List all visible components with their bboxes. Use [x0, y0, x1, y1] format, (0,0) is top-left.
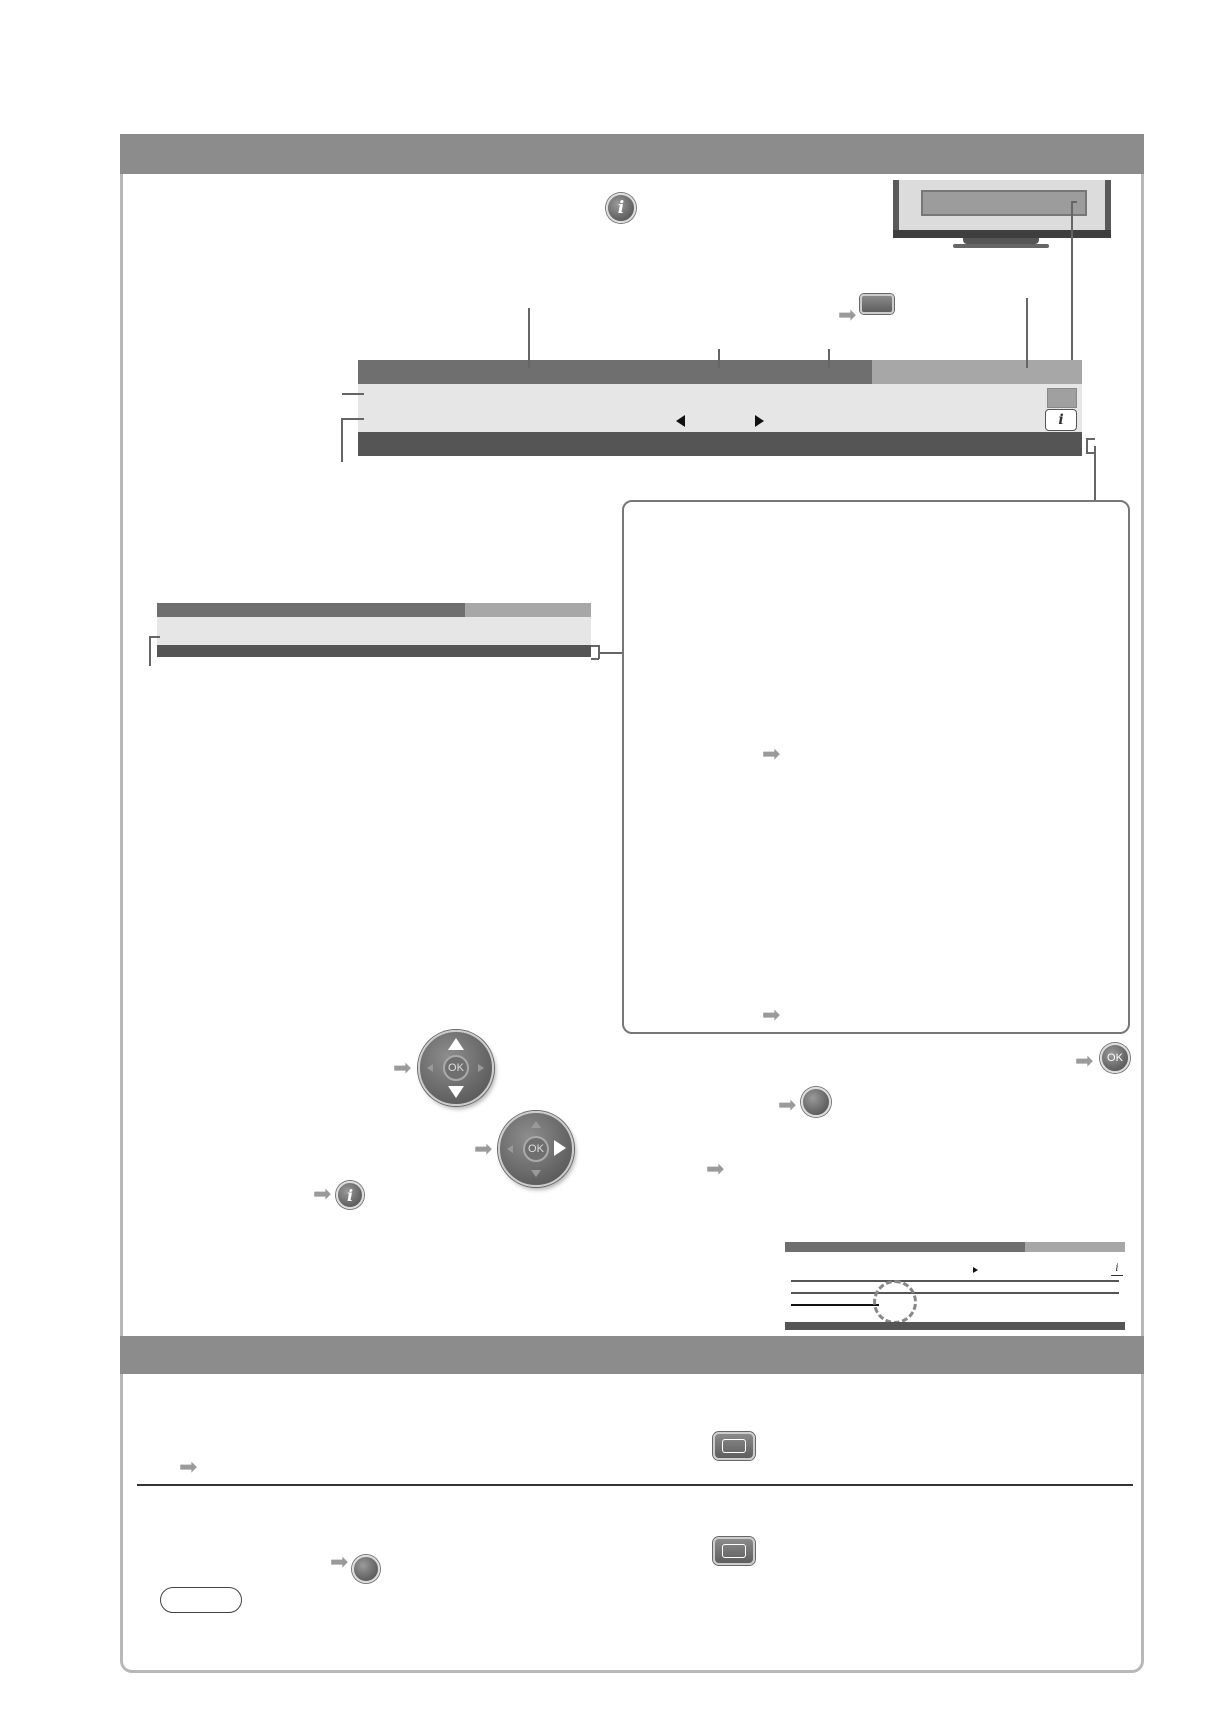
color-button[interactable] — [801, 1087, 831, 1117]
pointer-arrow-icon: ➡ — [330, 1549, 349, 1574]
info-banner-small — [157, 603, 591, 657]
tv-callout-line — [1071, 201, 1073, 361]
dpad-right-icon[interactable] — [498, 1111, 574, 1187]
ok-button[interactable]: OK — [1100, 1043, 1130, 1073]
pointer-arrow-icon: ➡ — [838, 302, 857, 327]
section-header-bottom — [120, 1336, 1144, 1374]
pointer-arrow-icon: ➡ — [179, 1454, 198, 1479]
info-icon[interactable]: i — [336, 1181, 364, 1209]
pointer-arrow-icon: ➡ — [762, 1002, 781, 1027]
pointer-arrow-icon: ➡ — [778, 1092, 797, 1117]
pointer-arrow-icon: ➡ — [393, 1055, 412, 1080]
aspect-key-icon[interactable] — [713, 1432, 755, 1460]
pointer-arrow-icon: ➡ — [313, 1181, 332, 1206]
section-divider — [137, 1484, 1133, 1486]
ok-button[interactable]: OK — [523, 1136, 549, 1162]
subtitle-box — [1047, 388, 1077, 408]
highlight-circle — [873, 1280, 917, 1324]
info-banner-mini: i — [785, 1242, 1125, 1330]
pointer-arrow-icon: ➡ — [762, 741, 781, 766]
tv-illustration — [893, 180, 1111, 260]
color-key-icon — [860, 294, 894, 314]
section-header-top — [120, 134, 1144, 174]
info-banner-progress — [358, 432, 1082, 456]
tv-screen-bar — [921, 190, 1087, 216]
note-label-box — [160, 1587, 242, 1613]
pointer-arrow-icon: ➡ — [1075, 1048, 1094, 1073]
info-banner — [358, 360, 1082, 456]
info-icon: i — [606, 193, 636, 223]
left-arrow-icon[interactable] — [676, 415, 685, 427]
dpad-up-down-icon[interactable] — [418, 1030, 494, 1106]
pointer-arrow-icon: ➡ — [706, 1156, 725, 1181]
aspect-key-icon[interactable] — [713, 1537, 755, 1565]
pointer-arrow-icon: ➡ — [474, 1136, 493, 1161]
info-key-icon[interactable]: i — [1045, 409, 1077, 431]
color-button[interactable] — [352, 1555, 380, 1583]
ok-button[interactable]: OK — [443, 1055, 469, 1081]
right-arrow-icon[interactable] — [755, 415, 764, 427]
detail-callout-box — [622, 500, 1130, 1034]
